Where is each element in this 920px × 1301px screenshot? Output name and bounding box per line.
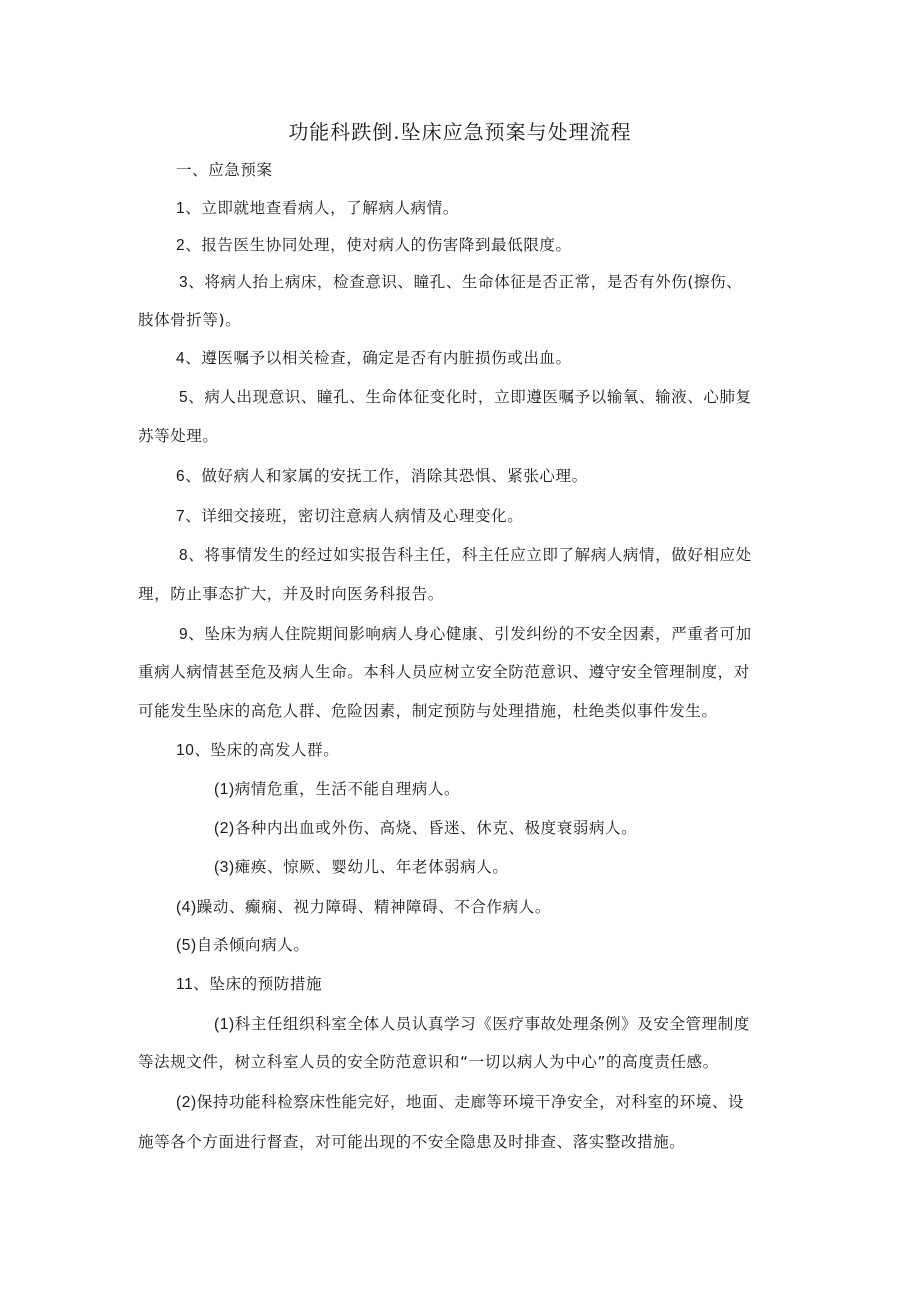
item-text: 、将病人抬上病床，检查意识、瞳孔、生命体征是否正常，是否有外伤(擦伤、 — [188, 273, 743, 291]
sub-item-text: 躁动、癫痫、视力障碍、精神障碍、不合作病人。 — [196, 898, 551, 916]
item-text: 、做好病人和家属的安抚工作，消除其恐惧、紧张心理。 — [185, 467, 588, 485]
list-item — [179, 545, 752, 566]
item-text: 、坠床为病人住院期间影响病人身心健康、引发纠纷的不安全因素，严重者可加 — [188, 625, 752, 643]
sub-item — [214, 857, 508, 878]
item-number: 3 — [179, 274, 189, 291]
sub-item-number: (4) — [176, 899, 197, 916]
list-item — [176, 235, 572, 256]
list-item-continuation: 理，防止事态扩大，并及时向医务科报告。 — [138, 585, 444, 603]
item-text: 、将事情发生的经过如实报告科主任，科主任应立即了解病人病情，做好相应处 — [188, 546, 752, 564]
sub-item — [214, 818, 637, 839]
list-item — [179, 272, 742, 293]
list-item — [176, 198, 459, 219]
sub-item-number: (1) — [214, 781, 235, 798]
item-number: 2 — [176, 237, 186, 254]
item-text: 、遵医嘱予以相关检查，确定是否有内脏损伤或出血。 — [185, 349, 572, 367]
list-item — [179, 387, 752, 408]
item-text: 、报告医生协同处理，使对病人的伤害降到最低限度。 — [185, 236, 572, 254]
item-text: 、坠床的高发人群。 — [194, 741, 340, 759]
list-item — [176, 466, 588, 487]
item-text: 、立即就地查看病人，了解病人病情。 — [185, 199, 459, 217]
sub-item-text: 瘫痪、惊厥、婴幼儿、年老体弱病人。 — [234, 858, 509, 876]
list-item — [176, 740, 339, 761]
item-number: 1 — [176, 200, 186, 217]
sub-item-continuation: 等法规文件，树立科室人员的安全防范意识和“一切以病人为中心”的高度责任感。 — [138, 1053, 719, 1071]
item-number: 5 — [179, 389, 189, 406]
section-heading: 一、应急预案 — [176, 161, 273, 179]
sub-item — [176, 1092, 744, 1113]
sub-item-number: (5) — [176, 937, 197, 954]
sub-item-text: 病情危重，生活不能自理病人。 — [234, 780, 461, 798]
sub-item — [176, 897, 551, 918]
item-number: 4 — [176, 350, 186, 367]
list-item-continuation: 重病人病情甚至危及病人生命。本科人员应树立安全防范意识、遵守安全管理制度，对 — [138, 663, 750, 681]
sub-item-continuation: 施等各个方面进行督查，对可能出现的不安全隐患及时排查、落实整改措施。 — [138, 1133, 686, 1151]
list-item — [176, 506, 523, 527]
item-number: 11 — [176, 976, 194, 993]
document-title: 功能科跌倒.坠床应急预案与处理流程 — [288, 120, 632, 144]
sub-item-text: 保持功能科检察床性能完好，地面、走廊等环境干净安全，对科室的环境、设 — [196, 1093, 745, 1111]
sub-item-text: 科主任组织科室全体人员认真学习《医疗事故处理条例》及安全管理制度 — [234, 1015, 750, 1033]
item-number: 7 — [176, 508, 186, 525]
list-item-continuation: 苏等处理。 — [138, 427, 219, 445]
item-text: 、病人出现意识、瞳孔、生命体征变化时，立即遵医嘱予以输氧、输液、心肺复 — [188, 388, 752, 406]
sub-item-number: (2) — [176, 1094, 197, 1111]
sub-item-number: (2) — [214, 820, 235, 837]
item-text: 、详细交接班，密切注意病人病情及心理变化。 — [185, 507, 524, 525]
list-item-continuation: 可能发生坠床的高危人群、危险因素，制定预防与处理措施，杜绝类似事件发生。 — [138, 702, 718, 720]
item-number: 8 — [179, 547, 189, 564]
list-item-continuation: 肢体骨折等)。 — [138, 311, 242, 329]
item-number: 9 — [179, 626, 189, 643]
sub-item-text: 各种内出血或外伤、高烧、昏迷、休克、极度衰弱病人。 — [234, 819, 638, 837]
sub-item — [214, 779, 460, 800]
item-number: 10 — [176, 742, 195, 759]
sub-item — [176, 935, 309, 956]
list-item — [179, 624, 752, 645]
sub-item-number: (1) — [214, 1016, 235, 1033]
item-number: 6 — [176, 468, 186, 485]
sub-item-number: (3) — [214, 859, 235, 876]
list-item — [176, 348, 572, 369]
sub-item-text: 自杀倾向病人。 — [196, 936, 310, 954]
sub-item — [214, 1014, 750, 1035]
list-item — [176, 974, 322, 995]
item-text: 、坠床的预防措施 — [193, 975, 323, 993]
